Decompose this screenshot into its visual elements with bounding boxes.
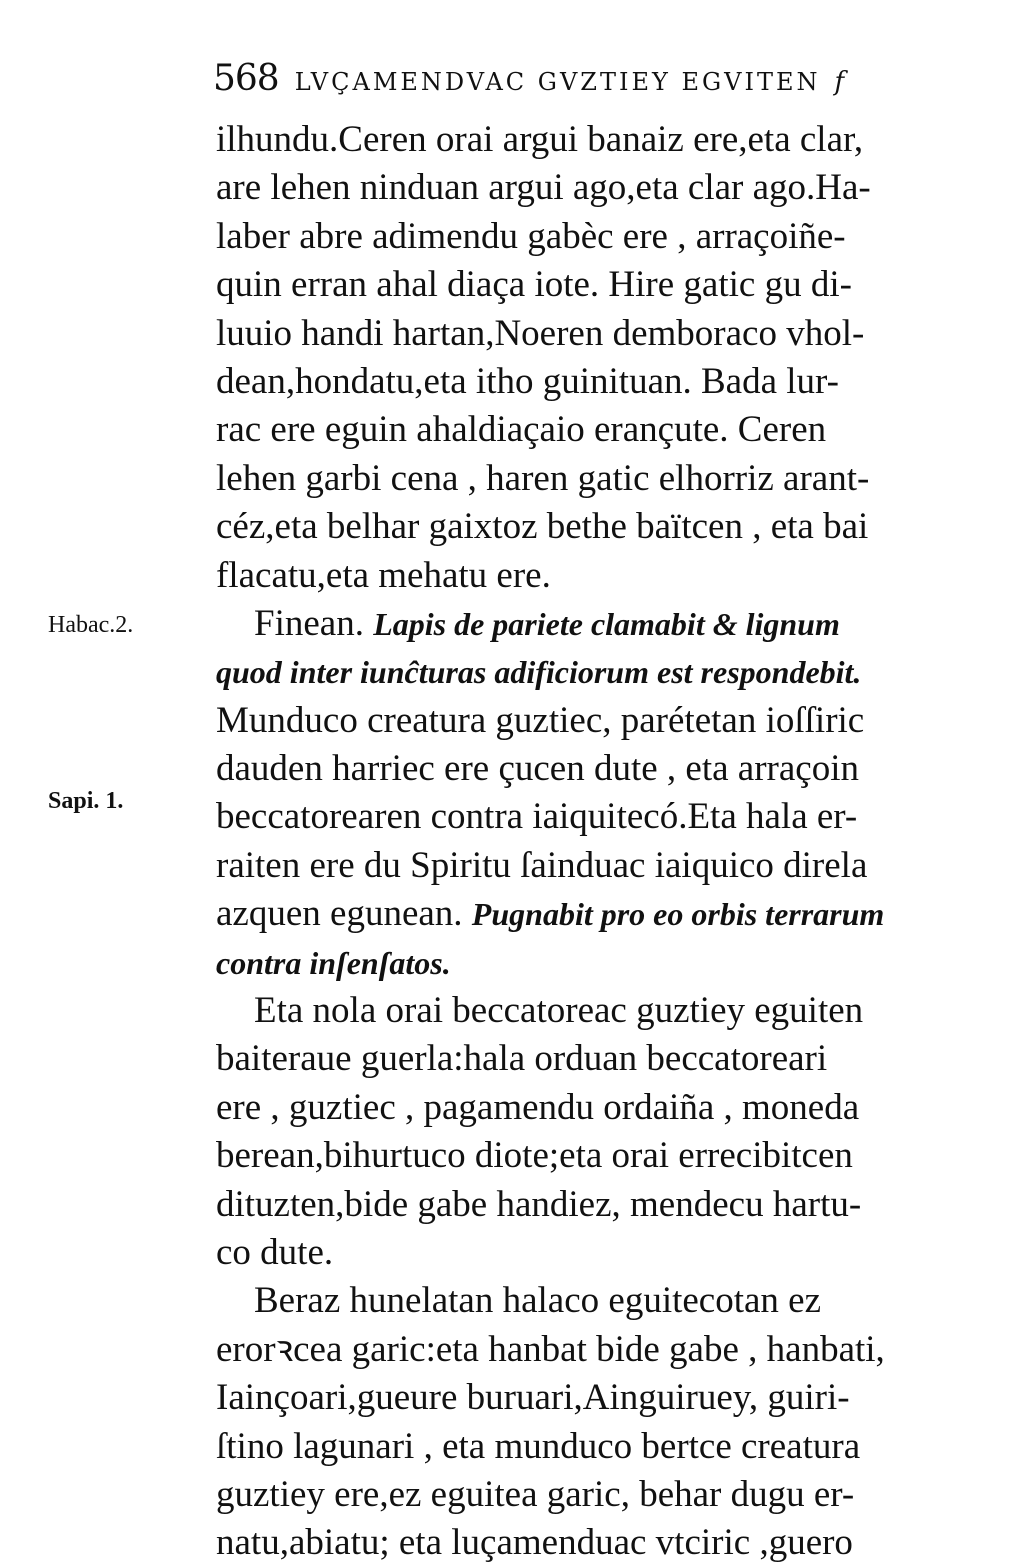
corner-mark: f — [834, 67, 845, 97]
text-line-roman: are lehen ninduan argui ago,eta clar ago.Ha- — [216, 167, 871, 209]
text-line-roman: laber abre adimendu gabèc ere , arraçoiñe- — [216, 215, 846, 257]
text-line — [216, 358, 924, 406]
text-line-roman: baiteraue guerla:hala orduan beccatoreari — [216, 1038, 828, 1080]
text-line — [216, 1471, 924, 1519]
text-line-roman: luuio handi hartan,Noeren demboraco vhol- — [216, 312, 865, 354]
text-line-roman: céz,eta belhar gaixtoz bethe baïtcen , eta bai — [216, 506, 869, 548]
text-line — [216, 987, 924, 1035]
text-line — [216, 1374, 924, 1422]
text-line-roman: co dute. — [216, 1231, 334, 1273]
text-line-roman: Eta nola orai beccatoreac guztiey eguiten — [254, 990, 864, 1032]
text-line — [216, 842, 924, 890]
text-line-roman: azquen egunean. — [216, 893, 463, 935]
text-line-roman: dauden harriec ere çucen dute , eta arraçoin — [216, 748, 859, 790]
text-line — [216, 1326, 924, 1374]
page-header — [213, 58, 913, 108]
text-line-roman: raiten ere du Spiritu ſainduac iaiquico direla — [216, 844, 868, 886]
text-line-roman: Finean. — [254, 602, 364, 644]
text-line-roman: ilhundu.Ceren orai argui banaiz ere,eta clar, — [216, 119, 864, 160]
text-line-roman: Beraz hunelatan halaco eguitecotan ez — [254, 1280, 822, 1322]
text-line — [216, 310, 924, 358]
text-line-roman: guztiey ere,ez eguitea garic, behar dugu er- — [216, 1473, 855, 1515]
page-number: 568 — [213, 58, 279, 99]
text-line — [216, 793, 924, 841]
latin-quotation: Pugnabit pro eo orbis terrarum — [471, 896, 885, 933]
text-line-roman: berean,bihurtuco diote;eta orai errecibitcen — [216, 1135, 853, 1177]
text-line-roman: lehen garbi cena , haren gatic elhorriz arant- — [216, 457, 870, 499]
text-line-roman: beccatorearen contra iaiquitecó.Eta hala er- — [216, 796, 858, 838]
latin-quotation: Lapis de pariete clamabit & lignum — [373, 605, 840, 642]
text-line — [216, 552, 924, 600]
text-line — [216, 1229, 924, 1277]
body-text — [216, 116, 924, 1568]
latin-quotation: quod inter iunĉturas adificiorum est respondebit. — [216, 654, 862, 691]
margin-note-habac: Habac.2. — [48, 612, 134, 638]
text-line-roman: Munduco creatura guztiec, parétetan ioſſiric — [216, 699, 865, 741]
text-line-roman: dituzten,bide gabe handiez, mendecu hartu- — [216, 1183, 862, 1225]
text-line-roman: erorꝛcea garic:eta hanbat bide gabe , hanbati, — [216, 1328, 885, 1370]
text-line — [216, 261, 924, 309]
margin-note-sapi: Sapi. 1. — [48, 788, 124, 814]
text-line-roman: quin erran ahal diaça iote. Hire gatic gu di- — [216, 264, 852, 306]
text-line-roman: dean,hondatu,eta itho guinituan. Bada lur- — [216, 360, 839, 402]
text-line — [216, 890, 924, 938]
text-line — [216, 1277, 924, 1325]
text-line — [216, 1519, 924, 1567]
text-line — [216, 745, 924, 793]
text-line — [216, 1035, 924, 1083]
text-line — [216, 1084, 924, 1132]
text-line — [216, 1132, 924, 1180]
text-line — [216, 697, 924, 745]
text-line — [216, 1181, 924, 1229]
running-head: LVÇAMENDVAC GVZTIEY EGVITEN — [294, 68, 821, 96]
text-line — [216, 648, 924, 696]
text-line — [216, 164, 924, 212]
text-line — [216, 1423, 924, 1471]
text-line — [216, 600, 924, 648]
text-line-roman: rac ere eguin ahaldiaçaio erançute. Ceren — [216, 409, 827, 451]
text-line-roman: natu,abiatu; eta luçamenduac vtciric ,guero — [216, 1522, 853, 1564]
text-line-roman: flacatu,eta mehatu ere. — [216, 554, 551, 596]
text-line — [216, 455, 924, 503]
text-line — [216, 939, 924, 987]
text-line-roman: ere , guztiec , pagamendu ordaiña , moneda — [216, 1086, 860, 1128]
text-line-roman: ſtino lagunari , eta munduco bertce creatura — [216, 1425, 861, 1467]
text-line — [216, 406, 924, 454]
text-line — [216, 503, 924, 551]
text-line-roman: Iainçoari,gueure buruari,Ainguiruey, guiri- — [216, 1377, 850, 1419]
text-line — [216, 213, 924, 261]
text-line — [216, 116, 924, 164]
latin-quotation: contra inſenſatos. — [216, 944, 451, 981]
